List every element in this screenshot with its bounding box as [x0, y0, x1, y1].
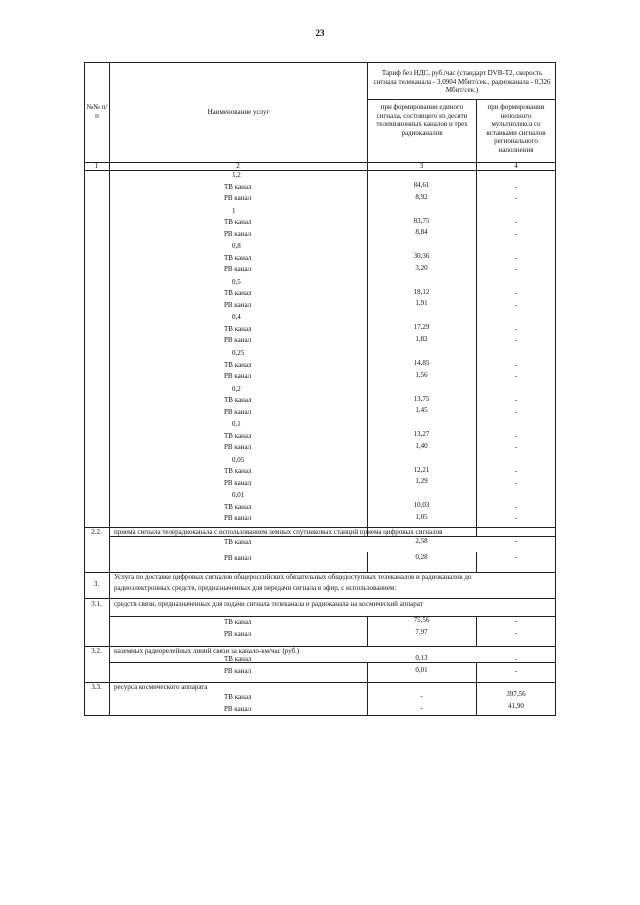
tariff-header-divider	[367, 99, 556, 100]
rv-value-col4: -	[514, 230, 518, 238]
row-divider-3-1	[84, 598, 556, 599]
tv-value-col3: 17,29	[413, 323, 430, 331]
tv-label: ТВ канал	[224, 467, 252, 475]
power-value: 0,2	[232, 385, 241, 393]
rv-label: РВ канал	[224, 265, 252, 273]
rv-value-col3: 0,28	[415, 553, 428, 561]
power-value: 1,2	[232, 171, 241, 179]
rv-value-col4: 41,90	[508, 702, 524, 710]
col-number-4: 4	[514, 162, 518, 170]
tv-value-col4: 397,56	[506, 690, 526, 698]
table-border-left	[84, 62, 85, 715]
tv-value-col3: 2,58	[415, 537, 428, 545]
tv-label: ТВ канал	[224, 655, 252, 663]
tv-value-col3: 12,21	[413, 466, 430, 474]
tv-value-col4: -	[514, 361, 518, 369]
section-3-line2: радиоэлектронных средств, предназначенных для передачи сигнала в эфир, с использованием:	[114, 584, 397, 592]
tv-value-col3: 83,75	[413, 217, 430, 225]
tv-value-col4: -	[514, 396, 518, 404]
col-number-2: 2	[236, 162, 240, 170]
power-value: 0,5	[232, 278, 241, 286]
tv-value-col4: -	[514, 617, 518, 625]
rv-label: РВ канал	[224, 372, 252, 380]
rv-value-col3: 0,01	[415, 666, 428, 674]
rv-value-col3: 1,45	[415, 406, 428, 414]
rv-label: РВ канал	[224, 194, 252, 202]
rv-label: РВ канал	[224, 230, 252, 238]
tv-value-col3: -	[420, 692, 423, 700]
page-number: 23	[315, 28, 325, 38]
header-col3: при формировании единого сигнала, состоящего из десяти телевизионных каналов и трех радиоканалов	[376, 103, 468, 137]
power-value: 0,05	[232, 456, 245, 464]
rv-label: РВ канал	[224, 336, 252, 344]
rv-value-col4: -	[514, 479, 518, 487]
row-number-2-2: 2.2.	[91, 528, 102, 536]
tv-label: ТВ канал	[224, 618, 252, 626]
tv-value-col3: 18,12	[413, 288, 430, 296]
row-number-3-3: 3.3.	[91, 683, 102, 691]
rv-value-col4: -	[514, 514, 518, 522]
header-tariff-title: Тариф без НДС, руб./час (стандарт DVB-T2, скорость сигнала телеканала - 3,0904 Мбит/сек., радиоканала - 0,326 Мбит/сек.)	[373, 69, 551, 95]
tv-value-col4: -	[514, 503, 518, 511]
rv-label: РВ канал	[224, 479, 252, 487]
tv-label: ТВ канал	[224, 432, 252, 440]
rv-label: РВ канал	[224, 408, 252, 416]
rv-value-col3: 1,40	[415, 442, 428, 450]
rv-value-col3: 1,82	[415, 335, 428, 343]
tv-value-col4: -	[514, 655, 518, 663]
rv-value-col4: -	[514, 301, 518, 309]
rv-value-col3: 1,56	[415, 371, 428, 379]
rv-value-col4: -	[514, 372, 518, 380]
rv-value-col3: 1,05	[415, 513, 428, 521]
section-3-2-title: наземных радиорелейных линий связи за канало-км/час (руб.)	[114, 647, 300, 655]
power-value: 1	[232, 207, 236, 215]
tv-label: ТВ канал	[224, 325, 252, 333]
tv-value-col4: -	[514, 537, 518, 545]
rv-value-col3: 8,84	[415, 228, 428, 236]
rv-value-col3: 8,92	[415, 193, 428, 201]
rv-value-col3: -	[420, 704, 423, 712]
rv-value-col4: -	[514, 629, 518, 637]
tv-value-col4: -	[514, 289, 518, 297]
rv-value-col4: -	[514, 336, 518, 344]
rv-value-col3: 7,97	[415, 628, 428, 636]
tv-value-col4: -	[514, 325, 518, 333]
header-col4: при формировании неполного мультиплекса со вставками сигналов регионального наполнения	[486, 103, 546, 154]
table-border-top	[84, 62, 556, 63]
tv-value-col3: 0,13	[415, 654, 428, 662]
rv-value-col3: 1,91	[415, 299, 428, 307]
rv-value-col4: -	[514, 667, 518, 675]
rv-label: РВ канал	[224, 301, 252, 309]
rv-value-col4: -	[514, 265, 518, 273]
tv-value-col3: 13,27	[413, 430, 430, 438]
col-number-3: 3	[419, 162, 424, 170]
tv-label: ТВ канал	[224, 254, 252, 262]
tv-label: ТВ канал	[224, 361, 252, 369]
tv-label: ТВ канал	[224, 218, 252, 226]
row-number-3-1: 3.1.	[91, 600, 102, 608]
tv-value-col4: -	[514, 432, 518, 440]
rv-value-col3: 3,20	[415, 264, 428, 272]
tv-value-col3: 30,36	[413, 252, 430, 260]
rv-label: РВ канал	[224, 514, 252, 522]
tv-value-col3: 13,75	[413, 395, 430, 403]
col-number-1: 1	[94, 162, 99, 170]
rv-label: РВ канал	[224, 705, 252, 713]
rv-label: РВ канал	[224, 667, 252, 675]
tv-value-col3: 75,56	[413, 616, 430, 624]
power-value: 0,8	[232, 242, 241, 250]
tv-label: ТВ канал	[224, 693, 252, 701]
column-divider-1	[109, 62, 110, 715]
power-value: 0,25	[232, 349, 245, 357]
tv-label: ТВ канал	[224, 289, 252, 297]
tv-value-col4: -	[514, 467, 518, 475]
section-3-1-title: средств связи, предназначенных для подачи сигнала телеканала и радиоканала на космический аппарат	[114, 600, 423, 608]
tv-value-col3: 84,61	[413, 181, 430, 189]
tv-value-col3: 14,85	[413, 359, 430, 367]
rv-label: РВ канал	[224, 443, 252, 451]
rv-label: РВ канал	[224, 630, 252, 638]
header-service-name: Наименование услуг	[207, 108, 270, 116]
tv-label: ТВ канал	[224, 503, 252, 511]
tv-label: ТВ канал	[224, 183, 252, 191]
power-value: 0,1	[232, 420, 241, 428]
section-3-line1: Услуга по доставке цифровых сигналов общероссийских обязательных общедоступных телеканалов и радиоканалов до	[114, 573, 472, 581]
tv-value-col3: 10,03	[413, 501, 430, 509]
rv-value-col4: -	[514, 194, 518, 202]
tv-value-col4: -	[514, 218, 518, 226]
header-row-number: №№ п/п	[86, 103, 108, 120]
row-number-3: 3.	[93, 580, 100, 588]
rv-value-col4: -	[514, 553, 518, 561]
rv-value-col4: -	[514, 443, 518, 451]
tv-value-col4: -	[514, 183, 518, 191]
table-border-bottom	[84, 715, 556, 716]
rv-value-col4: -	[514, 408, 518, 416]
tv-value-col4: -	[514, 254, 518, 262]
tv-label: ТВ канал	[224, 396, 252, 404]
power-value: 0,4	[232, 313, 241, 321]
power-value: 0,01	[232, 491, 245, 499]
tariff-table	[84, 62, 556, 715]
rv-label: РВ канал	[224, 554, 252, 562]
tv-label: ТВ канал	[224, 538, 252, 546]
section-3-3-title: ресурса космического аппарата	[114, 683, 208, 691]
section-2-2-title: приема сигнала телерадиоканала с использованием земных спутниковых станций приема цифровых сигналов	[114, 528, 443, 536]
row-number-3-2: 3.2.	[91, 647, 102, 655]
rv-value-col3: 1,29	[415, 477, 428, 485]
